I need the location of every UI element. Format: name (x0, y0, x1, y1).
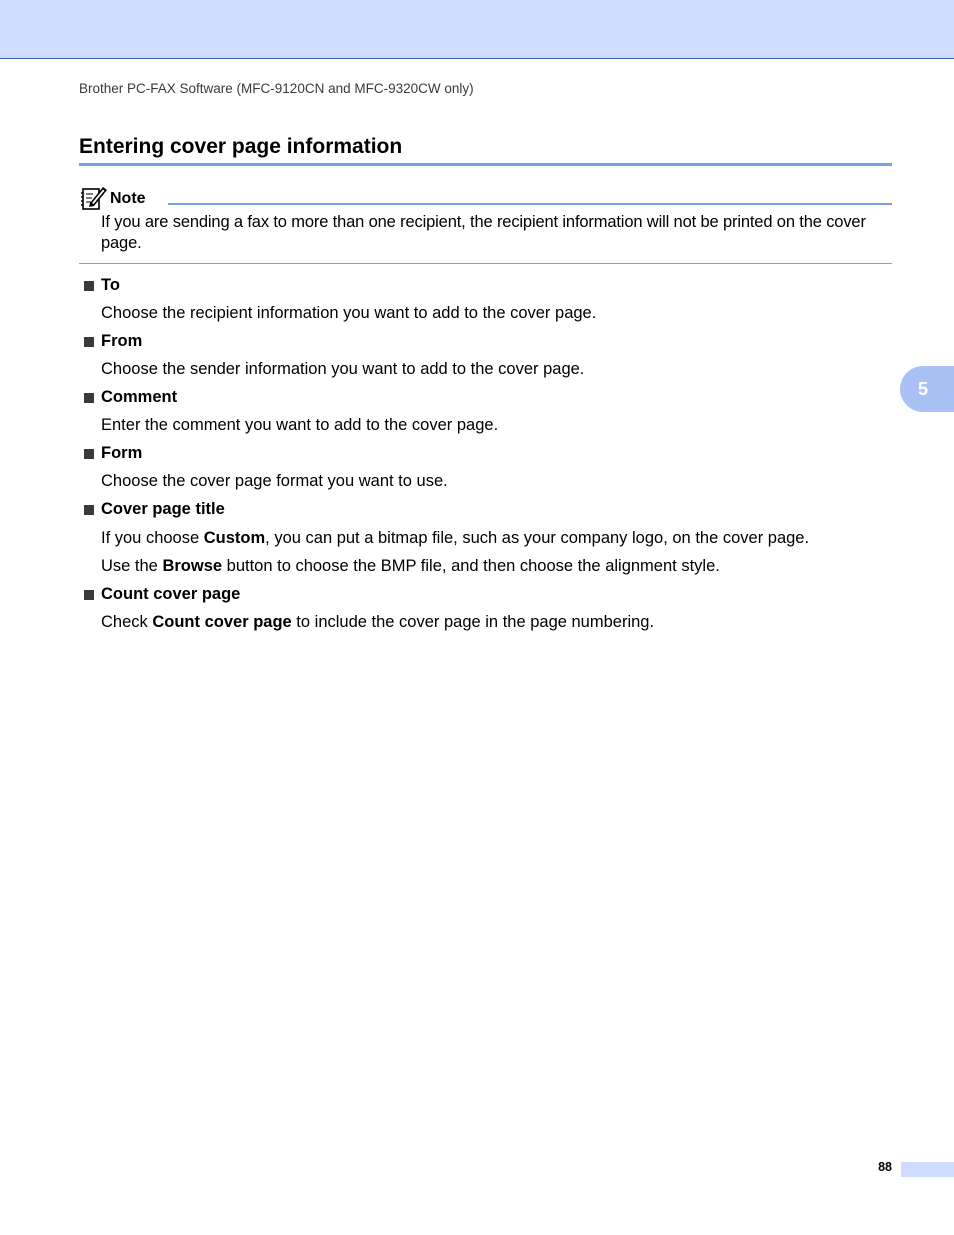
square-bullet-icon (84, 281, 94, 291)
square-bullet-icon (84, 590, 94, 600)
item-body-to (101, 304, 596, 323)
note-label: Note (110, 190, 146, 207)
top-band (0, 0, 954, 59)
item-body-from (101, 360, 584, 379)
item-heading-text: Form (101, 444, 143, 462)
note-rule-top (168, 203, 892, 205)
body-text: Enter the comment you want to add to the cover page. (101, 416, 499, 434)
square-bullet-icon (84, 337, 94, 347)
body-text-bold: Custom (203, 529, 266, 547)
body-text: , you can put a bitmap file, such as your company logo, on the cover page. (265, 529, 810, 547)
chapter-tab (900, 366, 954, 412)
body-text: Choose the cover page format you want to use. (101, 472, 448, 490)
body-text-bold: Browse (162, 557, 223, 575)
section-title: Entering cover page information (79, 135, 892, 166)
item-heading-text: Cover page title (101, 500, 225, 518)
item-heading-text: Count cover page (101, 585, 241, 603)
body-text-bold: Count cover page (152, 613, 292, 631)
item-heading-from (84, 332, 142, 351)
note-text: If you are sending a fax to more than one recipient, the recipient information will not be printed on the cover page. (101, 213, 866, 252)
item-heading-text: From (101, 332, 143, 350)
item-body-cover-page-title-1 (101, 529, 809, 548)
square-bullet-icon (84, 505, 94, 515)
body-text: to include the cover page in the page numbering. (291, 613, 655, 631)
body-text: Choose the recipient information you want to add to the cover page. (101, 304, 597, 322)
note-rule-bottom (79, 263, 892, 264)
body-text: Choose the sender information you want to add to the cover page. (101, 360, 585, 378)
note-pencil-icon (80, 183, 108, 211)
body-text: button to choose the BMP file, and then choose the alignment style. (222, 557, 720, 575)
body-text: Use the (101, 557, 163, 575)
item-heading-to (84, 276, 120, 295)
body-text: If you choose (101, 529, 204, 547)
item-heading-cover-page-title (84, 500, 225, 519)
square-bullet-icon (84, 393, 94, 403)
running-header: Brother PC-FAX Software (MFC-9120CN and MFC-9320CW only) (79, 81, 474, 96)
item-body-count-cover-page (101, 613, 654, 632)
item-heading-text: Comment (101, 388, 178, 406)
page-number-bar (901, 1162, 954, 1177)
item-heading-comment (84, 388, 177, 407)
item-heading-form (84, 444, 142, 463)
square-bullet-icon (84, 449, 94, 459)
item-heading-text: To (101, 276, 120, 294)
item-body-comment (101, 416, 498, 435)
chapter-number: 5 (917, 378, 928, 399)
page-number: 88 (878, 1160, 892, 1174)
item-body-cover-page-title-2 (101, 557, 720, 576)
item-body-form (101, 472, 448, 491)
item-heading-count-cover-page (84, 585, 240, 604)
body-text: Check (101, 613, 153, 631)
